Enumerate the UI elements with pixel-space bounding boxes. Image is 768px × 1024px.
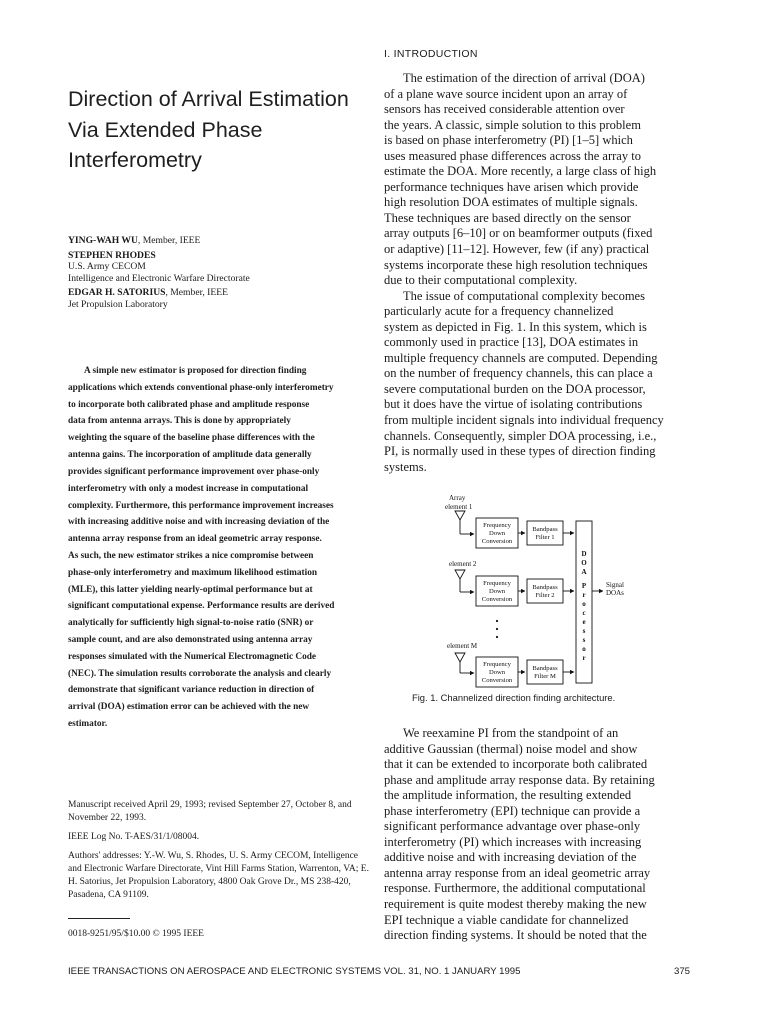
box-label: Down	[488, 669, 506, 676]
author-2	[68, 250, 368, 285]
box-label: Frequency	[483, 661, 511, 668]
processor-letter: o	[582, 645, 586, 653]
abstract-line: with increasing additive noise and with increasing deviation of the	[68, 517, 330, 528]
page-footer	[68, 966, 708, 977]
ellipsis-dots	[496, 620, 498, 638]
abstract-line: estimator.	[68, 719, 108, 730]
figure-caption: Fig. 1. Channelized direction finding architecture.	[412, 692, 616, 703]
output-label: Signal	[606, 581, 624, 589]
abstract-line: significant computational expense. Performance results are derived	[68, 601, 335, 612]
body-line: the amplitude information, the resulting extended	[384, 788, 632, 803]
author-affiliation: Jet Propulsion Laboratory	[68, 298, 168, 310]
box-label: Conversion	[481, 538, 513, 545]
body-line: interferometry (PI) which increases with increasing	[384, 834, 642, 849]
body-line: or adaptive) [11–12]. However, few (if any) practical	[384, 242, 650, 257]
abstract-line: responses simulated with the Numerical Electromagnetic Code	[68, 651, 317, 662]
element-label: element 2	[449, 560, 477, 568]
body-line: additive noise and with increasing deviation of the	[384, 850, 637, 865]
abstract	[68, 363, 368, 733]
box-label: Conversion	[481, 596, 513, 603]
body-line: sensors has received considerable attention over	[384, 102, 625, 117]
body-line: systems.	[384, 459, 427, 474]
body-line: from multiple incident signals into individual frequency	[384, 413, 664, 428]
abstract-line: data from antenna arrays. This is done by appropriately	[68, 416, 291, 427]
author-block	[68, 235, 368, 311]
processor-letter: r	[582, 654, 586, 662]
body-line: phase interferometry (EPI) technique can provide a	[384, 803, 641, 818]
abstract-line: demonstrate that significant variance reduction in direction of	[68, 685, 315, 696]
element-label: element 1	[445, 503, 473, 511]
manuscript-notes	[68, 799, 373, 908]
body-line: multiple frequency channels are computed. Depending	[384, 350, 658, 365]
footnote-rule	[68, 918, 130, 919]
body-line: additive Gaussian (thermal) noise model and show	[384, 741, 638, 756]
author-name: YING-WAH WU	[68, 235, 138, 246]
body-line: systems incorporate these high resolution techniques	[384, 257, 648, 272]
body-line: due to their computational complexity.	[384, 273, 578, 288]
body-line: uses measured phase differences across the array to	[384, 148, 641, 163]
body-line: that it can be extended to incorporate both calibrated	[384, 757, 648, 772]
abstract-line: (NEC). The simulation results corroborate the analysis and clearly	[68, 668, 332, 679]
body-line: high resolution DOA estimates of multiple signals.	[384, 195, 638, 210]
body-line: The estimation of the direction of arrival (DOA)	[403, 71, 645, 85]
processor-letter: e	[582, 618, 586, 626]
title-line: Direction of Arrival Estimation	[68, 87, 349, 111]
box-label: Bandpass	[532, 526, 558, 533]
author-name: EDGAR H. SATORIUS	[68, 287, 166, 299]
box-label: Bandpass	[532, 584, 558, 591]
abstract-line: sample count, and are also demonstrated using antenna array	[68, 635, 313, 645]
box-label: Down	[488, 530, 506, 537]
body-line: particularly acute for a frequency channelized	[384, 304, 614, 319]
body-line: requirement is quite modest thereby making the new	[384, 897, 647, 912]
journal-info: IEEE TRANSACTIONS ON AEROSPACE AND ELECTRONIC SYSTEMS VOL. 31, NO. 1 JANUARY 1995	[68, 966, 521, 977]
abstract-line: interferometry with only a modest increase in computational	[68, 483, 309, 494]
body-line: antenna array response from an ideal geometric array	[384, 865, 651, 880]
body-line: channels. Consequently, simpler DOA processing, i.e.,	[384, 428, 657, 443]
box-label: Filter M	[534, 673, 556, 680]
box-label: Down	[488, 588, 506, 595]
body-line: system as depicted in Fig. 1. In this system, which is	[384, 319, 647, 334]
output-label: DOAs	[606, 589, 624, 597]
body-line: severe computational burden on the DOA processor,	[384, 381, 646, 396]
processor-letter: o	[582, 600, 586, 608]
author-membership: , Member, IEEE	[165, 287, 228, 299]
antenna-icon	[455, 570, 474, 592]
antenna-icon	[455, 511, 474, 534]
processor-letter: r	[582, 591, 586, 599]
body-line: PI, is normally used in these types of direction finding	[384, 444, 656, 459]
abstract-line: complexity. Furthermore, this performance improvement increases	[68, 500, 334, 511]
abstract-line: antenna array response from an ideal geometric array response.	[68, 534, 322, 545]
box-label: Bandpass	[532, 665, 558, 672]
box-label: Conversion	[481, 677, 513, 684]
element-label: element M	[447, 642, 478, 650]
abstract-line: provides significant performance improvement over phase-only	[68, 466, 320, 477]
body-line: We reexamine PI from the standpoint of an	[403, 726, 619, 740]
antenna-icon	[455, 653, 474, 673]
body-line: of a plane wave source incident upon an array of	[384, 86, 628, 101]
abstract-line: analytically for sufficiently high signal-to-noise ratio (SNR) or	[68, 618, 314, 629]
body-line: the years. A classic, simple solution to this problem	[384, 117, 641, 132]
author-3	[68, 287, 368, 310]
body-line: performance techniques have arisen which provide	[384, 179, 639, 194]
processor-letter: s	[582, 627, 586, 635]
body-line: significant performance advantage over phase-only	[384, 819, 641, 834]
abstract-line: arrival (DOA) estimation error can be achieved with the new	[68, 702, 310, 713]
processor-letter: O	[581, 559, 587, 567]
body-line: EPI technique a viable candidate for channelized	[384, 912, 629, 927]
body-text	[384, 726, 684, 944]
body-line: but it does have the virtue of isolating contributions	[384, 397, 643, 412]
body-line: array outputs [6–10] or on beamformer outputs (fixed	[384, 226, 653, 241]
copyright-line: 0018-9251/95/$10.00 © 1995 IEEE	[68, 929, 204, 939]
ieee-log-number: IEEE Log No. T-AES/31/1/08004.	[68, 832, 200, 842]
authors-addresses: Authors' addresses: Y.-W. Wu, S. Rhodes, U. S. Army CECOM, Intelligence and Electronic Warfare Directorate, Vint Hill Farms Station, Warrenton, VA; E. H. Satorius, Jet Propulsion Laboratory, 4800 Oak Grove Dr., MS 238-420, Pasadena, CA 91109.	[68, 851, 369, 900]
manuscript-received-note: Manuscript received April 29, 1993; revised September 27, October 8, and November 22, 1993.	[68, 800, 352, 823]
abstract-line: (MLE), this latter yielding nearly-optimal performance but at	[68, 584, 313, 595]
body-line: commonly used in practice [13], DOA estimates in	[384, 335, 639, 350]
body-line: The issue of computational complexity becomes	[403, 288, 645, 303]
page-number: 375	[674, 966, 691, 977]
array-label: Array	[449, 494, 466, 502]
author-affiliation: U.S. Army CECOM	[68, 261, 146, 273]
abstract-line: to incorporate both calibrated phase and amplitude response	[68, 399, 310, 410]
body-line: is based on phase interferometry (PI) [1–5] which	[384, 133, 633, 148]
abstract-line: phase-only interferometry and maximum likelihood estimation	[68, 567, 318, 578]
body-line: response. Furthermore, the additional computational	[384, 881, 646, 896]
abstract-line: As such, the new estimator strikes a nice compromise between	[68, 550, 314, 561]
title-line: Interferometry	[68, 148, 202, 172]
bandpass-filter-box	[527, 521, 563, 545]
processor-letter: P	[581, 582, 587, 590]
processor-letter: D	[581, 550, 587, 558]
processor-letter: c	[582, 609, 586, 617]
body-line: These techniques are based directly on the sensor	[384, 210, 631, 225]
figure-1-diagram	[440, 494, 690, 718]
title-line: Via Extended Phase	[68, 117, 263, 142]
body-line: on the number of frequency channels, this can place a	[384, 366, 653, 381]
box-label: Filter 1	[535, 534, 555, 541]
abstract-line: applications which extends conventional phase-only interferometry	[68, 382, 334, 393]
introduction-text	[384, 71, 684, 475]
author-name: STEPHEN RHODES	[68, 249, 156, 261]
author-affiliation: Intelligence and Electronic Warfare Directorate	[68, 272, 250, 284]
body-line: estimate the DOA. More recently, a large class of high	[384, 164, 657, 179]
processor-letter: A	[581, 568, 587, 576]
abstract-line: antenna gains. The incorporation of amplitude data generally	[68, 450, 312, 461]
body-line: phase and amplitude array response data. By retaining	[384, 772, 655, 787]
box-label: Frequency	[483, 522, 511, 529]
box-label: Filter 2	[535, 592, 555, 599]
paper-title	[68, 84, 368, 176]
box-label: Frequency	[483, 580, 511, 587]
author-membership: , Member, IEEE	[137, 235, 201, 246]
bandpass-filter-box	[527, 579, 563, 603]
bandpass-filter-box	[527, 660, 563, 684]
author-1	[68, 235, 368, 247]
processor-letter: s	[582, 636, 586, 644]
body-line: direction finding systems. It should be noted that the	[384, 928, 647, 943]
abstract-line: A simple new estimator is proposed for direction finding	[84, 366, 307, 376]
section-heading: I. INTRODUCTION	[384, 48, 478, 60]
abstract-line: weighting the square of the baseline phase differences with the	[68, 433, 315, 444]
